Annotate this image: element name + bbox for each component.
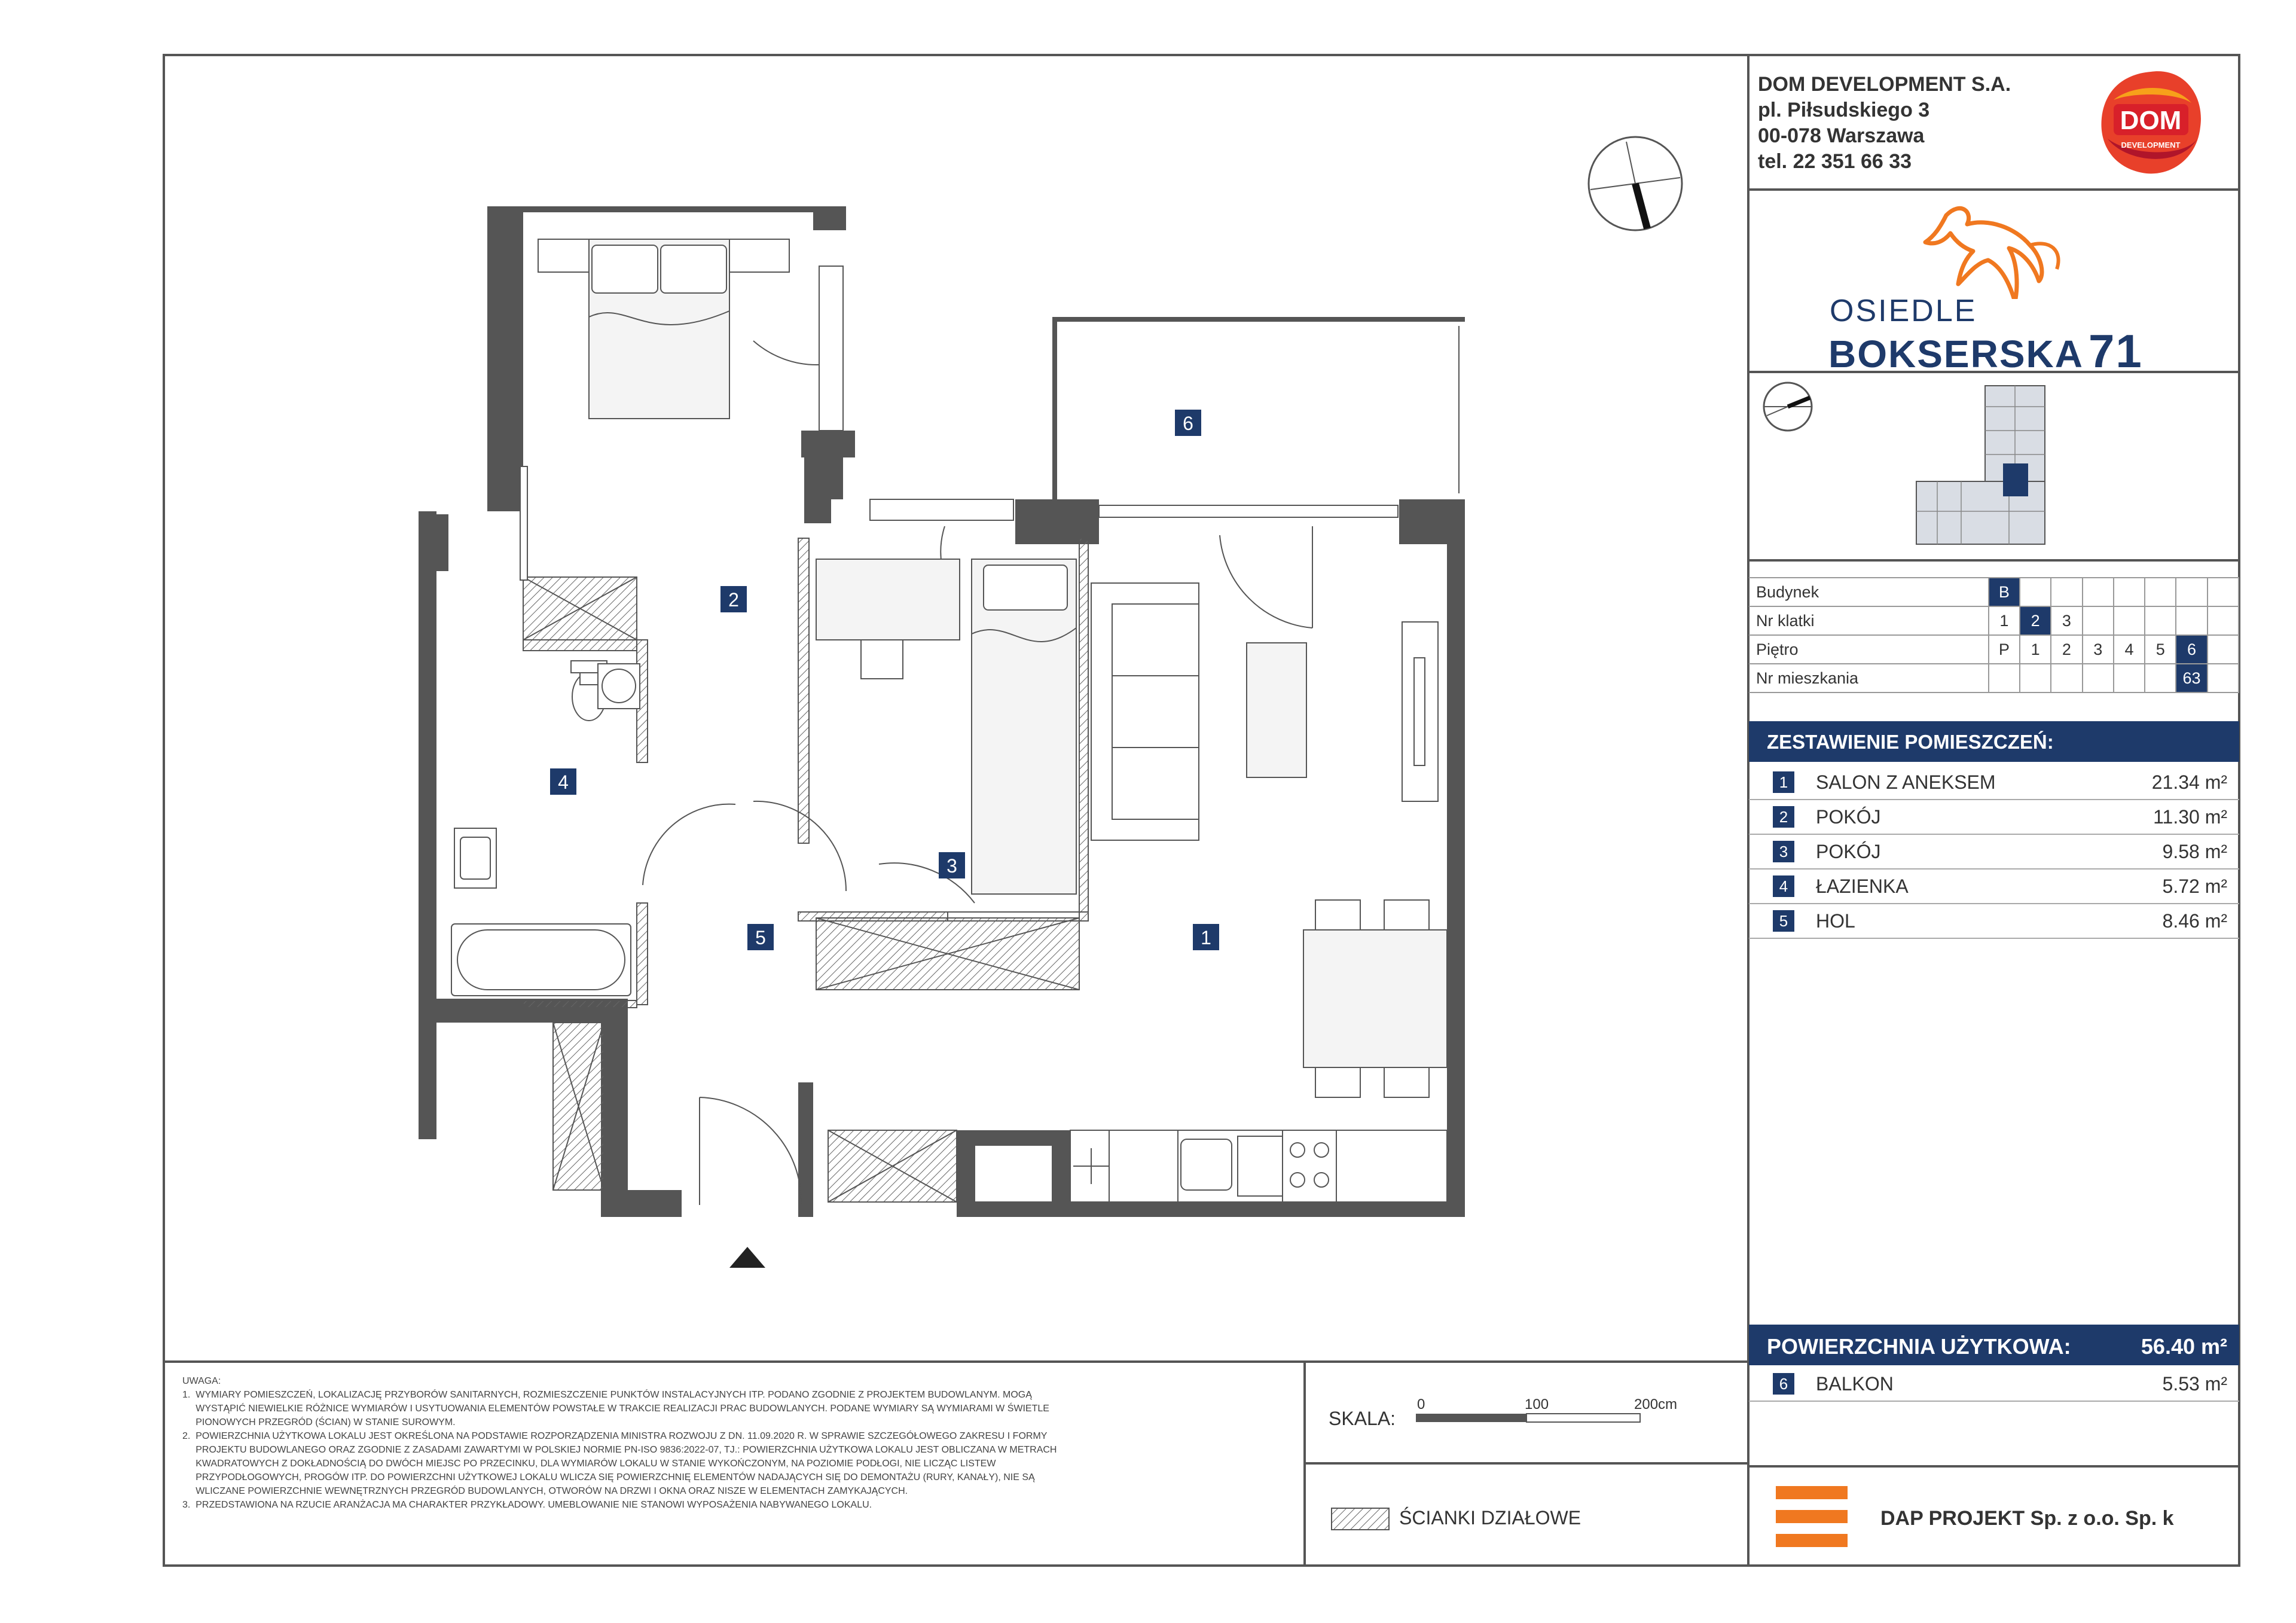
balcony-row: 6 BALKON 5.53 m² [1749, 1367, 2239, 1402]
notes-title: UWAGA: [182, 1376, 221, 1386]
floor-1: 1 [2020, 635, 2051, 664]
logo-subtext: DEVELOPMENT [2121, 141, 2181, 150]
plan-label-1: 1 [1201, 927, 1211, 948]
stair-label: Nr klatki [1749, 606, 1989, 635]
scale-bar [1416, 1413, 1643, 1424]
partition-legend-swatch [1330, 1507, 1390, 1531]
room-list [1749, 765, 2239, 939]
rooms-header-text: ZESTAWIENIE POMIESZCZEŃ: [1767, 731, 2054, 753]
scale-tick-0: 0 [1417, 1396, 1425, 1413]
footer-divider [1747, 1465, 2240, 1468]
project-number: 71 [2088, 325, 2143, 377]
floor-p: P [1989, 635, 2020, 664]
note-line: 3. PRZEDSTAWIONA NA RZUCIE ARANŻACJA MA CHARAKTER PRZYKŁADOWY. UMEBLOWANIE NIE STANOWI WYPOSAŻENIA NABYWANEGO LOKALU. [182, 1500, 872, 1510]
company-address-2: 00-078 Warszawa [1758, 124, 1925, 147]
floor-5: 5 [2145, 635, 2176, 664]
plan-label-5: 5 [755, 927, 766, 948]
stair-3: 3 [2051, 606, 2082, 635]
total-area-label: POWIERZCHNIA UŻYTKOWA: [1767, 1334, 2071, 1359]
company-phone: tel. 22 351 66 33 [1758, 150, 1912, 173]
apartment-label: Nr mieszkania [1749, 664, 1989, 692]
floor-2: 2 [2051, 635, 2082, 664]
scale-tick-200: 200cm [1634, 1396, 1678, 1413]
north-compass-icon [1584, 133, 1686, 234]
floor-6: 6 [2176, 635, 2207, 664]
room-row: 5 HOL 8.46 m² [1749, 904, 2239, 939]
note-line: WLICZANE POWIERZCHNIE WEWNĘTRZNYCH PRZEGRÓD BUDOWLANYCH, OTWORÓW NA DRZWI I OKNA ORAZ NISZE W ELEMENTACH ZAMYKAJĄCYCH. [182, 1486, 908, 1496]
stair-1: 1 [1989, 606, 2020, 635]
company-name: DOM DEVELOPMENT S.A. [1758, 73, 2011, 96]
room-row: 1 SALON Z ANEKSEM 21.34 m² [1749, 765, 2239, 800]
plan-label-6: 6 [1183, 413, 1193, 434]
company-address-1: pl. Piłsudskiego 3 [1758, 99, 1930, 121]
dap-logo-icon [1776, 1486, 1848, 1549]
room-row: 4 ŁAZIENKA 5.72 m² [1749, 870, 2239, 904]
partition-legend-label: ŚCIANKI DZIAŁOWE [1399, 1507, 1581, 1529]
apartment-number: 63 [2176, 664, 2207, 692]
scale-label: SKALA: [1329, 1408, 1396, 1429]
project-line-1: OSIEDLE [1830, 294, 1977, 328]
floor-label: Piętro [1749, 635, 1989, 664]
notes-divider [163, 1360, 1748, 1363]
header-divider-3 [1747, 559, 2240, 562]
note-line: WYSTĄPIĆ NIEWIELKIE RÓŻNICE WYMIARÓW I USYTUOWANIA ELEMENTÓW POWSTAŁE W TRAKCIE REALIZACJI PRAC BUDOWLANYCH. PODANE WYMIARY SĄ WYMIARAMI W ŚWIETLE [182, 1404, 1049, 1414]
site-plan-icon [1913, 383, 2087, 556]
notes-block [182, 1374, 1289, 1512]
note-line: PROJEKTU BUDOWLANEGO ORAZ ZGODNIE Z ZASADAMI ZAWARTYMI W POLSKIEJ NORMIE PN-ISO 9836:2022-07, TJ.: POWIERZCHNIA UŻYTKOWA LOKALU JEST OBLICZANA W METRACH [182, 1445, 1057, 1455]
project-brand [1818, 191, 2143, 377]
floor-plan [359, 120, 1704, 1286]
note-line: PRZYPODŁOGOWYCH, PROGÓW ITP. DO POWIERZCHNI UŻYTKOWEJ LOKALU WLICZA SIĘ POWIERZCHNIĘ ELEMENTÓW NADAJĄCYCH SIĘ DO DEMONTAŻU (RURY, KANAŁY), NIE SĄ [182, 1472, 1035, 1482]
plan-label-3: 3 [947, 855, 957, 877]
scale-tick-100: 100 [1525, 1396, 1549, 1413]
header-divider-1 [1747, 188, 2240, 191]
architect-name: DAP PROJEKT Sp. z o.o. Sp. k [1880, 1507, 2174, 1530]
scale-divider [1303, 1462, 1748, 1465]
apartment-info-table [1749, 577, 2239, 693]
room-row: 2 POKÓJ 11.30 m² [1749, 800, 2239, 835]
rooms-header [1749, 721, 2239, 762]
logo-text: DOM [2120, 106, 2182, 135]
plan-label-2: 2 [728, 589, 739, 611]
apartment-row [1749, 664, 2239, 692]
floor-row [1749, 635, 2239, 664]
note-line: 1. WYMIARY POMIESZCZEŃ, LOKALIZACJĘ PRZYBORÓW SANITARNYCH, ROZMIESZCZENIE PUNKTÓW INSTALACYJNYCH ITP. PODANO ZGODNIE Z PROJEKTEM BUDOWLANYM. MOGĄ [182, 1390, 1032, 1400]
building-label: Budynek [1749, 578, 1989, 606]
note-line: 2. POWIERZCHNIA UŻYTKOWA LOKALU JEST OKREŚLONA NA PODSTAWIE ROZPORZĄDZENIA MINISTRA ROZWOJU Z DN. 11.09.2020 R. W SPRAWIE SZCZEGÓŁOWEGO ZAKRESU I FORMY [182, 1431, 1048, 1441]
site-compass-icon [1761, 380, 1815, 434]
stair-row [1749, 606, 2239, 635]
note-line: PIONOWYCH PRZEGRÓD (ŚCIAN) W STANIE SUROWYM. [182, 1417, 456, 1427]
project-line-2 [1828, 324, 2143, 379]
total-area-value: 56.40 m² [2141, 1334, 2227, 1359]
dom-logo [2096, 67, 2206, 178]
room-row: 3 POKÓJ 9.58 m² [1749, 835, 2239, 870]
floor-3: 3 [2083, 635, 2114, 664]
building-row [1749, 578, 2239, 606]
stair-2: 2 [2020, 606, 2051, 635]
horse-icon [1818, 191, 2141, 299]
note-line: KWADRATOWYCH Z DOKŁADNOŚCIĄ DO DWÓCH MIEJSC PO PRZECINKU, DLA WYMIARÓW LOKALU W STANIE WYKOŃCZONYM, NA POZIOMIE PODŁOGI, NIE LICZĄC LISTEW [182, 1459, 996, 1469]
floor-4: 4 [2114, 635, 2145, 664]
company-block [1758, 72, 2011, 175]
plan-label-4: 4 [558, 771, 569, 793]
building-value: B [1989, 578, 2020, 606]
total-area-bar [1749, 1325, 2239, 1365]
project-name: BOKSERSKA [1828, 332, 2084, 376]
